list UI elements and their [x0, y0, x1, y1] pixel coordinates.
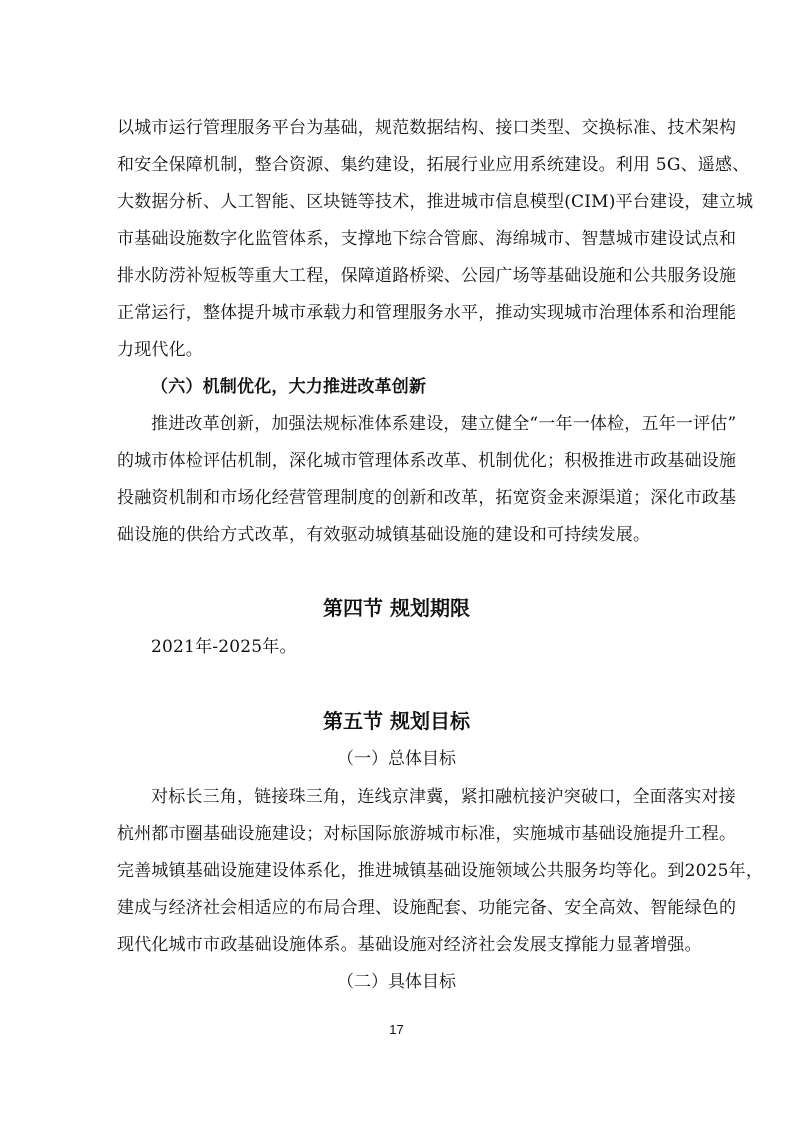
paragraph-line: 2021年-2025年。 — [151, 637, 297, 657]
paragraph-line: 推进改革创新，加强法规标准体系建设，建立健全“一年一体检，五年一评估” — [151, 414, 737, 434]
paragraph-line: 投融资机制和市场化经营管理制度的创新和改革，拓宽资金来源渠道；深化市政基 — [117, 488, 737, 508]
paragraph-line: 的城市体检评估机制，深化城市管理体系改革、机制优化；积极推进市政基础设施 — [117, 451, 737, 471]
page-number: 17 — [389, 1022, 404, 1037]
subsection-title: （一）总体目标 — [337, 749, 456, 769]
section-heading: 第四节 规划期限 — [323, 596, 470, 620]
paragraph-line: 以城市运行管理服务平台为基础，规范数据结构、接口类型、交换标准、技术架构 — [117, 118, 737, 138]
paragraph-line: 完善城镇基础设施建设体系化，推进城镇基础设施领域公共服务均等化。到2025年， — [117, 861, 764, 881]
paragraph-line: 和安全保障机制，整合资源、集约建设，拓展行业应用系统建设。利用 5G、遥感、 — [117, 155, 750, 175]
paragraph-line: 杭州都市圈基础设施建设；对标国际旅游城市标准，实施城市基础设施提升工程。 — [117, 824, 737, 844]
item-title: （六）机制优化，大力推进改革创新 — [151, 377, 427, 397]
paragraph-line: 排水防涝补短板等重大工程，保障道路桥梁、公园广场等基础设施和公共服务设施 — [117, 266, 737, 286]
paragraph-line: 础设施的供给方式改革，有效驱动城镇基础设施的建设和可持续发展。 — [117, 525, 651, 545]
paragraph-line: 市基础设施数字化监管体系，支撑地下综合管廊、海绵城市、智慧城市建设试点和 — [117, 229, 737, 249]
paragraph-line: 建成与经济社会相适应的布局合理、设施配套、功能完备、安全高效、智能绿色的 — [117, 898, 737, 918]
paragraph-line: 力现代化。 — [117, 340, 203, 360]
paragraph-line: 对标长三角，链接珠三角，连线京津冀，紧扣融杭接沪突破口，全面落实对接 — [151, 787, 736, 807]
paragraph-line: 大数据分析、人工智能、区块链等技术，推进城市信息模型(CIM)平台建设，建立城 — [117, 192, 754, 212]
subsection-title: （二）具体目标 — [337, 972, 456, 992]
paragraph-line: 现代化城市市政基础设施体系。基础设施对经济社会发展支撑能力显著增强。 — [117, 935, 702, 955]
paragraph-line: 正常运行，整体提升城市承载力和管理服务水平，推动实现城市治理体系和治理能 — [117, 303, 737, 323]
section-heading: 第五节 规划目标 — [323, 709, 470, 733]
